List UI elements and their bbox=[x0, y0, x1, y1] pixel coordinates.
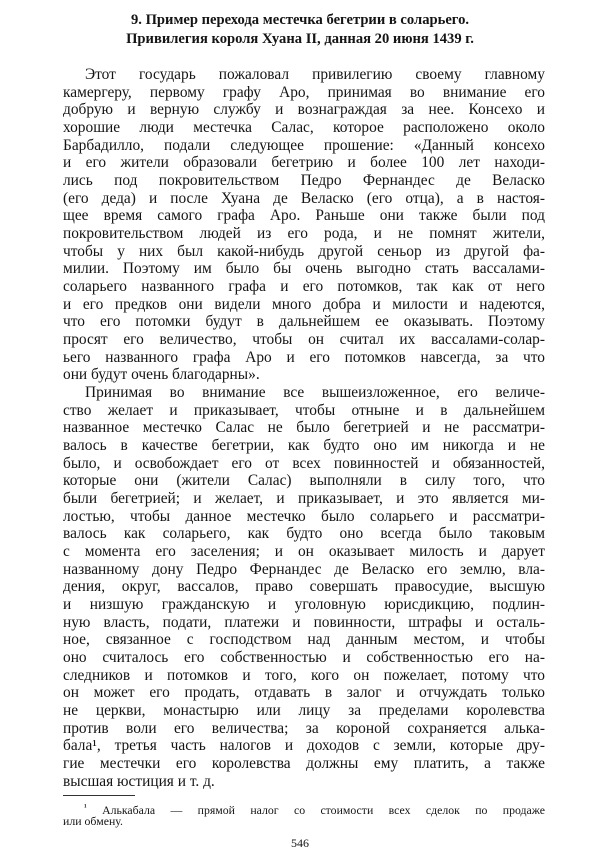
text-line: гие местечки его королевства должны ему платить, а также bbox=[63, 755, 545, 772]
text-line: высшая юстиция и т. д. bbox=[63, 773, 215, 790]
text-line: они будут очень благодарны». bbox=[63, 366, 260, 383]
text-line: ную власть, подати, платежи и повинности, штрафы и осталь- bbox=[63, 614, 545, 631]
footnote-text: Алькабала — прямой налог со стоимости всех сделок по продаже bbox=[102, 803, 546, 817]
text-line: с момента его заселения; и он оказывает милость и дарует bbox=[63, 543, 545, 560]
text-line: названному дону Педро Фернандес де Веласко его землю, вла- bbox=[63, 561, 545, 578]
text-line: (его деда) и после Хуана де Веласко (его отца), а в настоя- bbox=[63, 190, 545, 207]
text-line: Этот государь пожаловал привилегию своему главному bbox=[85, 66, 545, 83]
section-heading-line-2: Привилегия короля Хуана II, данная 20 июня 1439 г. bbox=[126, 31, 474, 47]
text-line: чтобы у них был какой-нибудь другой сеньор из другой фа- bbox=[63, 243, 545, 260]
text-line: просят его величество, чтобы он считал их вассалами-солар- bbox=[63, 331, 545, 348]
footnote-divider bbox=[63, 795, 135, 796]
text-line: покровительством людей из его рода, и не помнят жители, bbox=[63, 225, 545, 242]
text-line: были бегетрией; и желает, и приказывает, и это является ми- bbox=[63, 490, 545, 507]
text-line: не церкви, монастырю или лицу за пределами королевства bbox=[63, 702, 545, 719]
text-line: бала¹, третья часть налогов и доходов с земли, которые дру- bbox=[63, 737, 545, 754]
text-line: и его жители образовали бегетрию и более 100 лет находи- bbox=[63, 154, 545, 171]
footnote-line-2: или обмену. bbox=[63, 814, 123, 828]
text-line: ство желает и приказывает, чтобы отныне и в дальнейшем bbox=[63, 402, 545, 419]
text-line: милии. Поэтому им было бы очень выгодно стать вассалами- bbox=[63, 260, 545, 277]
text-line: ное, связанное с господством над данным местом, и чтобы bbox=[63, 631, 545, 648]
text-line: и низшую гражданскую и уголовную юрисдикцию, подлин- bbox=[63, 596, 545, 613]
text-line: лись под покровительством Педро Фернандес де Веласко bbox=[63, 172, 545, 189]
text-line: названное местечко Салас не было бегетрией и не рассматри- bbox=[63, 419, 545, 436]
text-line: соларьего названного графа и его потомков, так как от него bbox=[63, 278, 545, 295]
text-line: дения, округ, вассалов, право совершать правосудие, высшую bbox=[63, 578, 545, 595]
text-line: было, и освобождает его от всех повинностей и обязанностей, bbox=[63, 455, 545, 472]
text-line: и его предков они видели много добра и милости и надеются, bbox=[63, 296, 545, 313]
text-line: хорошие люди местечка Салас, которое расположено около bbox=[63, 119, 545, 136]
section-heading-line-1: 9. Пример перехода местечка бегетрии в соларьего. bbox=[130, 12, 470, 28]
text-line: щее время самого графа Аро. Раньше они также были под bbox=[63, 207, 545, 224]
text-line: камергеру, первому графу Аро, принимая во внимание его bbox=[63, 84, 545, 101]
text-line: против воли его величества; за короной сохраняется алька- bbox=[63, 720, 545, 737]
text-line: оно считалось его собственностью и собственностью его на- bbox=[63, 649, 545, 666]
text-line: добрую и верную службу и вознаграждая за нее. Консехо и bbox=[63, 101, 545, 118]
text-line: которые они (жители Салас) выполняли в силу того, что bbox=[63, 472, 545, 489]
text-line: валось как соларьего, как будто оно всегда было таковым bbox=[63, 525, 545, 542]
text-line: Барбадилло, подали следующее прошение: «Данный консехо bbox=[63, 137, 545, 154]
text-line: лостью, чтобы данное местечко было соларьего и рассматри- bbox=[63, 508, 545, 525]
text-line: ьего названного графа Аро и его потомков навсегда, за что bbox=[63, 349, 545, 366]
footnote-marker: ¹ bbox=[84, 802, 87, 812]
text-line: Принимая во внимание все вышеизложенное, его величе- bbox=[85, 384, 545, 401]
text-line: он может его продать, отдавать в залог и отчуждать только bbox=[63, 684, 545, 701]
text-line: следников и потомков и того, кого он пожелает, потому что bbox=[63, 667, 545, 684]
page-number: 546 bbox=[291, 836, 309, 850]
text-line: что его потомки будут в дальнейшем ее оказывать. Поэтому bbox=[63, 313, 545, 330]
text-line: валось в качестве бегетрии, как будто оно им никогда и не bbox=[63, 437, 545, 454]
